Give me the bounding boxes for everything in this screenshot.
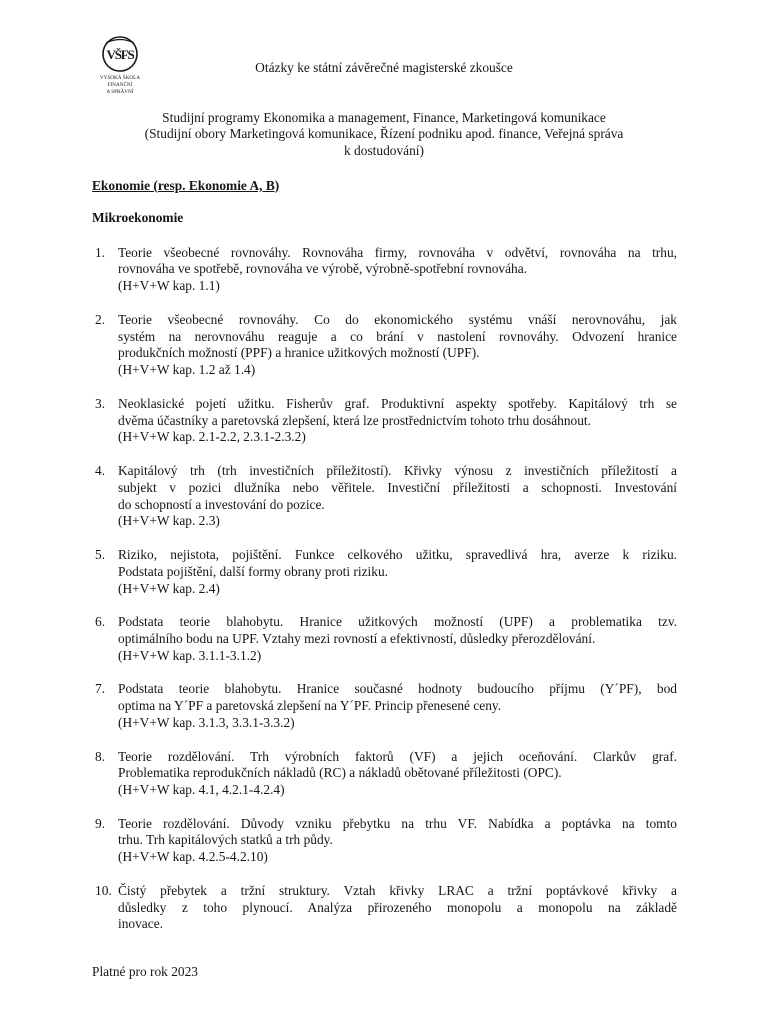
item-text-line: optimálního bodu na UPF. Vztahy mezi rovností a efektivností, důsledky přerozdělování. [118, 630, 596, 646]
footer-note: Platné pro rok 2023 [92, 963, 198, 979]
item-text-line: rovnováha ve spotřebě, rovnováha ve výrobě, výrobně-spotřební rovnováha. [118, 261, 528, 277]
study-programs-line: Studijní programy Ekonomika a management, Finance, Marketingová komunikace [162, 109, 606, 125]
item-number: 2. [95, 311, 106, 327]
item-text-line: subjekt v pozici dlužníka nebo věřitele. Investiční příležitosti a schopnosti. Investování [118, 479, 677, 495]
item-text-line: Teorie všeobecné rovnováhy. Rovnováha firmy, rovnováha v odvětví, rovnováha na trhu, [118, 244, 677, 260]
item-number: 9. [95, 815, 106, 831]
item-reference: (H+V+W kap. 2.3) [118, 513, 220, 529]
list-item [95, 245, 677, 295]
item-number: 5. [95, 546, 106, 562]
section-subheading: Mikroekonomie [92, 209, 184, 225]
item-text-line: Podstata teorie blahobytu. Hranice užitkových možností (UPF) a problematika tzv. [118, 614, 677, 630]
logo-monogram: VŠFS [106, 47, 134, 62]
item-text-line: Podstata teorie blahobytu. Hranice současné hodnoty budoucího příjmu (Y´PF), bod [118, 681, 677, 697]
logo-text-line: FINANČNÍ [107, 82, 133, 88]
item-text-line: trhu. Trh kapitálových statků a trh půdy. [118, 832, 333, 848]
list-item [95, 883, 677, 933]
list-item [95, 681, 677, 731]
item-reference: (H+V+W kap. 1.1) [118, 278, 220, 294]
item-number: 3. [95, 395, 106, 411]
item-reference: (H+V+W kap. 3.1.1-3.1.2) [118, 647, 262, 663]
item-text-line: Teorie všeobecné rovnováhy. Co do ekonomického systému vnáší nerovnováhu, jak [118, 311, 677, 327]
item-reference: (H+V+W kap. 4.1, 4.2.1-4.2.4) [118, 782, 285, 798]
list-item [95, 547, 677, 597]
item-text-line: Teorie rozdělování. Důvody vzniku přebytku na trhu VF. Nabídka a poptávka na tomto [118, 815, 677, 831]
logo-text-line: A SPRÁVNÍ [106, 89, 134, 95]
item-reference: (H+V+W kap. 2.1-2.2, 2.3.1-2.3.2) [118, 429, 306, 445]
item-number: 7. [95, 681, 106, 697]
list-item [95, 463, 677, 530]
study-programs-line: k dostudování) [344, 143, 424, 159]
item-number: 10. [95, 882, 112, 898]
item-text-line: Teorie rozdělování. Trh výrobních faktorů (VF) a jejich oceňování. Clarkův graf. [118, 748, 677, 764]
item-text-line: Podstata pojištění, další formy obrany proti riziku. [118, 563, 389, 579]
item-text-line: systém na nerovnováhu reaguje a co brání v nastolení rovnováhy. Odvození hranice [118, 328, 677, 344]
item-text-line: optima na Y´PF a paretovská zlepšení na Y´PF. Princip přenesené ceny. [118, 698, 502, 714]
item-number: 8. [95, 748, 106, 764]
list-item [95, 396, 677, 446]
item-text-line: dvěma účastníky a paretovská zlepšení, která lze prostřednictvím tohoto trhu dosáhnout. [118, 412, 592, 428]
item-reference: (H+V+W kap. 3.1.3, 3.3.1-3.3.2) [118, 714, 295, 730]
study-programs-line: (Studijní obory Marketingová komunikace, Řízení podniku apod. finance, Veřejná správa [144, 126, 624, 142]
item-text-line: Riziko, nejistota, pojištění. Funkce celkového užitku, spravedlivá hra, averze k riziku. [118, 546, 677, 562]
item-number: 1. [95, 244, 106, 260]
list-item [95, 816, 677, 866]
item-text-line: Čistý přebytek a tržní struktury. Vztah křivky LRAC a tržní poptávkové křivky a [118, 882, 677, 898]
item-text-line: produkčních možností (PPF) a hranice užitkových možností (UPF). [118, 345, 480, 361]
item-text-line: inovace. [118, 916, 163, 932]
list-item [95, 614, 677, 664]
question-list [95, 245, 677, 950]
item-text-line: důsledky z toho plynoucí. Analýza přirozeného monopolu a monopolu na základě [118, 899, 677, 915]
section-heading: Ekonomie (resp. Ekonomie A, B) [92, 177, 280, 193]
list-item [95, 312, 677, 379]
item-reference: (H+V+W kap. 2.4) [118, 580, 220, 596]
study-programs [0, 110, 768, 160]
item-text-line: Problematika reprodukčních nákladů (RC) a nákladů obětované příležitosti (OPC). [118, 765, 562, 781]
item-number: 6. [95, 614, 106, 630]
item-reference: (H+V+W kap. 4.2.5-4.2.10) [118, 849, 268, 865]
item-number: 4. [95, 462, 106, 478]
item-text-line: do schopností a investování do pozice. [118, 496, 325, 512]
logo-text-line: VYSOKÁ ŠKOLA [99, 75, 141, 81]
item-reference: (H+V+W kap. 1.2 až 1.4) [118, 362, 256, 378]
list-item [95, 749, 677, 799]
item-text-line: Kapitálový trh (trh investičních příležitostí). Křivky výnosu z investičních příležitostí a [118, 462, 677, 478]
item-text-line: Neoklasické pojetí užitku. Fisherův graf. Produktivní aspekty spotřeby. Kapitálový trh se [118, 395, 677, 411]
document-title: Otázky ke státní závěrečné magisterské zkoušce [255, 59, 513, 75]
